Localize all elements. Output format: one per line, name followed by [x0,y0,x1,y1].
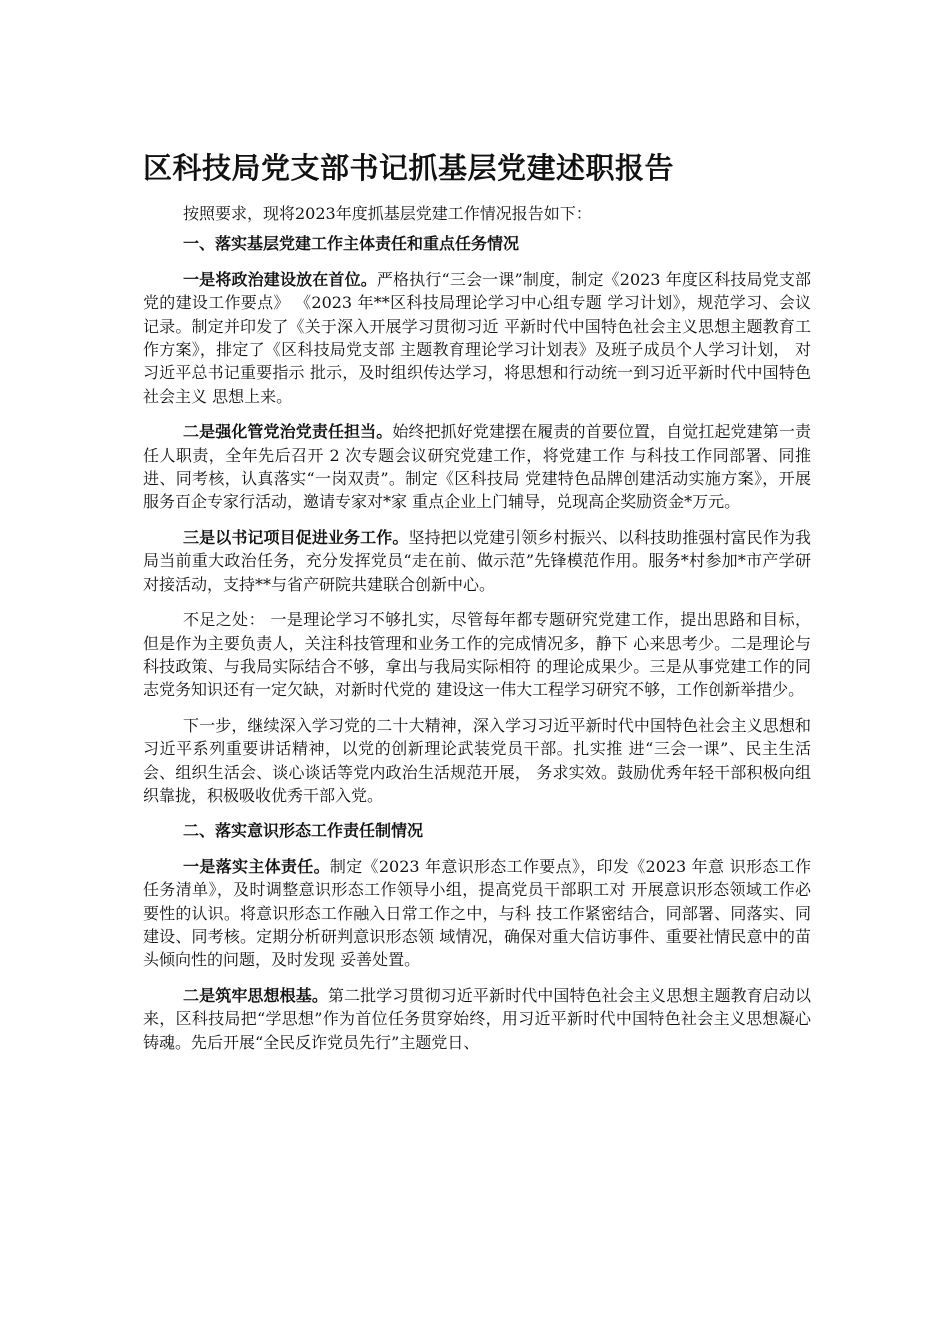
paragraph-lead: 二是筑牢思想根基。 [183,985,328,1005]
paragraph-text: 制定《2023 年意识形态工作要点》，印发《2023 年意 识形态工作任务清单》，及时调整意识形态工作领导小组，提高党员干部职工对 开展意识形态领域工作必要性的认识。将意识形态工作融入日常工作之中，与科 技工作紧密结合，同部署、同落实、同建设、同考核。定期分析研判意识形态领 域情况，确保对重大信访事件、重要社情民意中的苗头倾向性的问题，及时发现 妥善处置。 [143,856,811,970]
section-2-paragraph-1 [143,855,811,972]
paragraph-text: 严格执行“三会一课”制度，制定《2023 年度区科技局党支部党的建设工作要点》 《2023 年**区科技局理论学习中心组专题 学习计划》，规范学习、会议记录。制定并印发了《关于深入开展学习贯彻习近 平新时代中国特色社会主义思想主题教育工作方案》，排定了《区科技局党支部 主题教育理论学习计划表》及班子成员个人学习计划， 对习近平总书记重要指示 批示，及时组织传达学习，将思想和行动统一到习近平新时代中国特色社会主义 思想上来。 [143,269,811,406]
section-2-paragraph-2 [143,984,811,1054]
document-body [143,202,811,1066]
next-steps-paragraph: 下一步，继续深入学习党的二十大精神，深入学习习近平新时代中国特色社会主义思想和习近平系列重要讲话精神，以党的创新理论武装党员干部。扎实推 进“三会一课”、民主生活会、组织生活会、谈心谈话等党内政治生活规范开展， 务求实效。鼓励优秀年轻干部积极向组织靠拢，积极吸收优秀干部入党。 [143,715,811,805]
paragraph-text: 始终把抓好党建摆在履责的首要位置，自觉扛起党建第一责任人职责，全年先后召开 2 次专题会议研究党建工作，将党建工作 与科技工作同部署、同推进、同考核，认真落实“一岗双责”。制定《区科技局 党建特色品牌创建活动实施方案》，开展服务百企专家行活动，邀请专家对*家 重点企业上门辅导，兑现高企奖励资金*万元。 [143,422,811,512]
paragraph-lead: 三是以书记项目促进业务工作。 [183,527,409,547]
section-1-paragraph-3 [143,526,811,596]
section-1-paragraph-1 [143,268,811,408]
shortcomings-paragraph: 不足之处： 一是理论学习不够扎实，尽管每年都专题研究党建工作，提出思路和目标，但是作为主要负责人，关注科技管理和业务工作的完成情况多，静下 心来思考少。二是理论与科技政策、与我局实际结合不够，拿出与我局实际相符 的理论成果少。三是从事党建工作的同志党务知识还有一定欠缺，对新时代党的 建设这一伟大工程学习研究不够，工作创新举措少。 [143,610,811,700]
paragraph-lead: 一是落实主体责任。 [183,856,330,876]
paragraph-text: 坚持把以党建引领乡村振兴、以科技助推强村富民作为我局当前重大政治任务，充分发挥党员“走在前、做示范”先锋模范作用。服务*村参加*市产学研对接活动，支持**与省产研院共建联合创新中心。 [143,527,811,594]
paragraph-lead: 一是将政治建设放在首位。 [183,269,377,289]
section-1-heading: 一、落实基层党建工作主体责任和重点任务情况 [183,234,520,254]
paragraph-text: 第二批学习贯彻习近平新时代中国特色社会主义思想主题教育启动以来，区科技局把“学思想”作为首位任务贯穿始终，用习近平新时代中国特色社会主义思想凝心铸魂。先后开展“全民反诈党员先行”主题党日、 [143,985,811,1052]
document-title: 区科技局党支部书记抓基层党建述职报告 [143,151,675,185]
paragraph-lead: 二是强化管党治党责任担当。 [183,422,393,442]
intro-paragraph: 按照要求，现将2023年度抓基层党建工作情况报告如下： [183,204,592,223]
section-1-paragraph-2 [143,420,811,514]
section-2-heading: 二、落实意识形态工作责任制情况 [183,821,424,841]
